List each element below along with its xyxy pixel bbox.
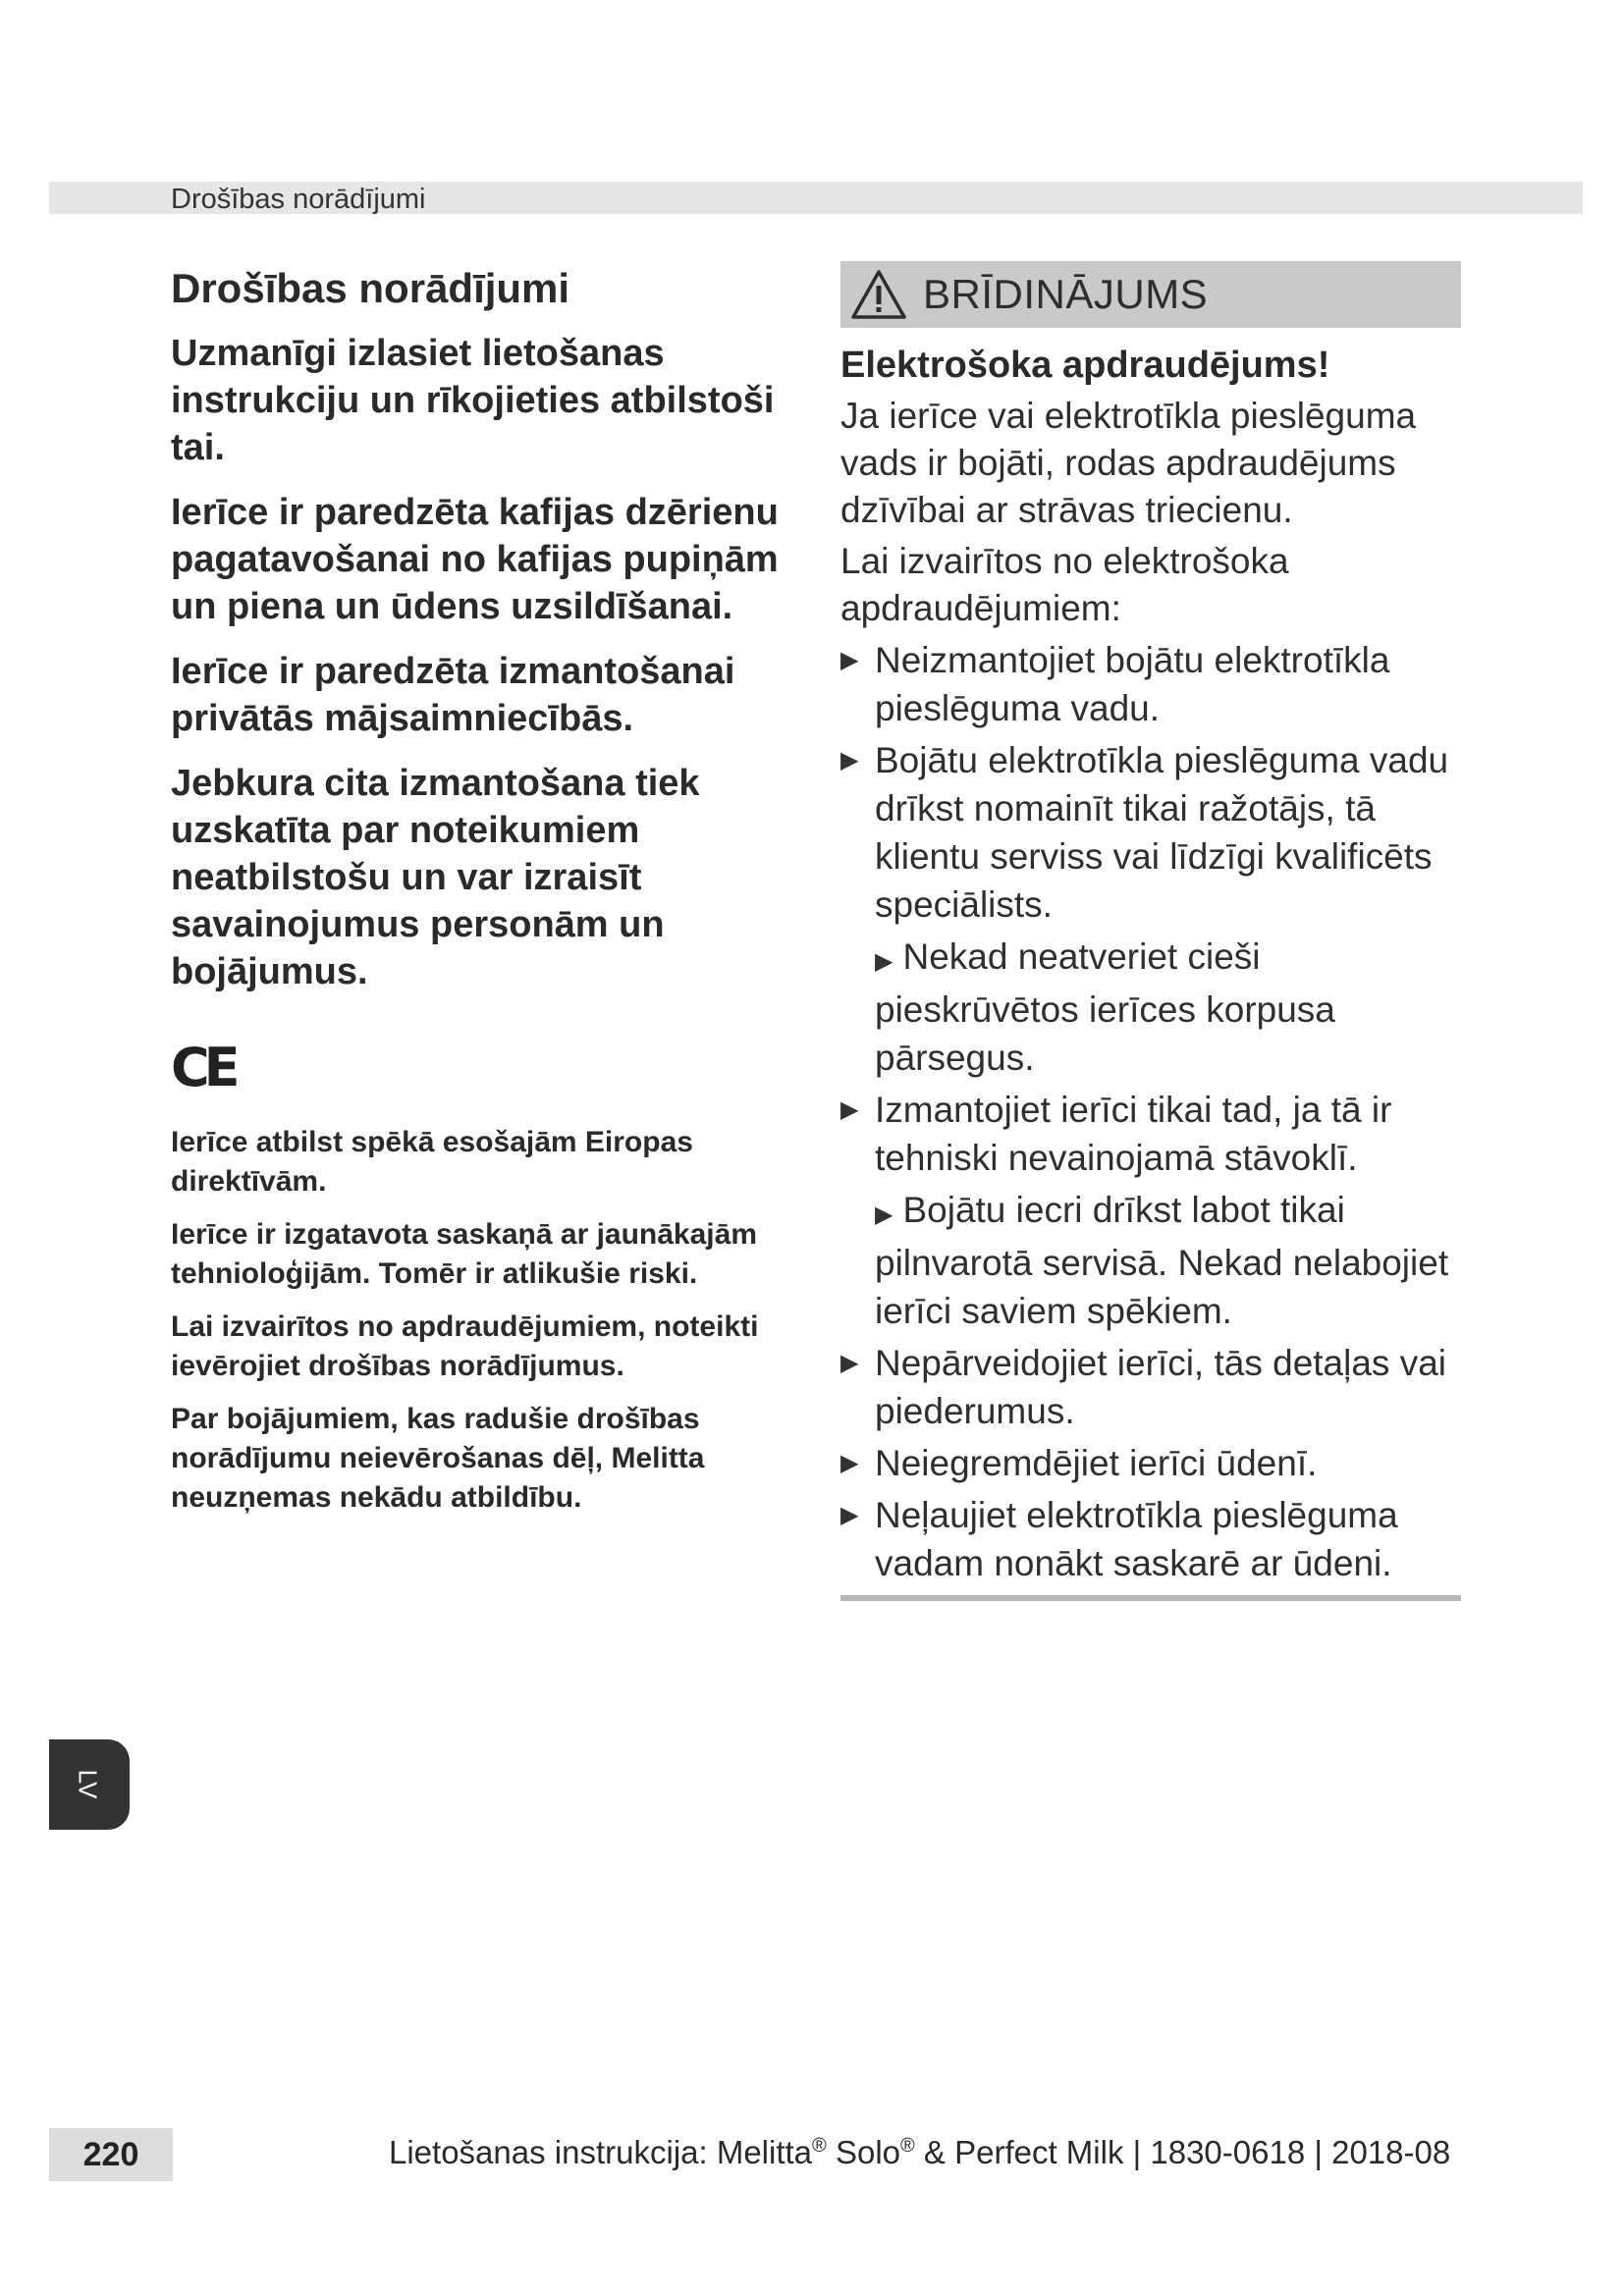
warning-intro-text: Ja ierīce vai elektrotīkla pieslēguma vads ir bojāti, rodas apdraudējums dzīvībai ar strāvas triecienu. <box>840 396 1417 530</box>
compliance-note: Par bojājumiem, kas radušie drošības norādījumu neievērošanas dēļ, Melitta neuzņemas nekādu atbildību. <box>171 1403 705 1514</box>
lead-paragraph: Ierīce ir paredzēta kafijas dzērienu pagatavošanai no kafijas pupiņām un piena un ūdens uzsildīšanai. <box>171 492 779 627</box>
compliance-notes <box>171 1123 799 1518</box>
language-tab-label: LV <box>73 1769 103 1799</box>
compliance-note: Ierīce ir izgatavota saskaņā ar jaunākajām tehnioloģijām. Tomēr ir atlikušie riski. <box>171 1218 757 1290</box>
bullet-arrow-icon: ▶ <box>840 1449 859 1476</box>
bullet-arrow-icon: ▶ <box>840 1095 859 1123</box>
warning-bottom-rule <box>840 1595 1461 1601</box>
bullet-arrow-icon: ▶ <box>840 646 859 673</box>
registered-mark: ® <box>812 2135 827 2157</box>
list-item <box>840 1186 1461 1335</box>
bullet-arrow-icon: ▶ <box>875 1201 893 1228</box>
list-item <box>840 1086 1461 1182</box>
list-item <box>840 933 1461 1082</box>
registered-mark: ® <box>900 2135 915 2157</box>
warning-triangle-icon <box>850 269 907 320</box>
page-title: Drošības norādījumi <box>171 265 570 311</box>
section-title: Drošības norādījumi <box>171 184 426 215</box>
lead-paragraph: Ierīce ir paredzēta izmantošanai privātās mājsaimniecībās. <box>171 651 735 739</box>
page-number: 220 <box>49 2128 173 2181</box>
warning-heading: BRĪDINĀJUMS <box>923 271 1209 317</box>
warning-intro <box>840 393 1461 632</box>
list-item <box>840 636 1461 732</box>
warning-header <box>840 261 1461 328</box>
footer-text <box>389 2134 1465 2171</box>
ce-mark-logo: CE <box>171 1037 235 1098</box>
left-column <box>171 265 799 1531</box>
list-item <box>840 1491 1461 1587</box>
list-item-text: Izmantojiet ierīci tikai tad, ja tā ir tehniski nevainojamā stāvoklī. <box>875 1090 1392 1178</box>
bullet-arrow-icon: ▶ <box>875 947 893 975</box>
list-item-text: Neizmantojiet bojātu elektrotīkla pieslēguma vadu. <box>875 640 1390 728</box>
language-tab <box>49 1739 130 1830</box>
list-item-text: Nepārveidojiet ierīci, tās detaļas vai piederumus. <box>875 1343 1447 1431</box>
list-item <box>840 736 1461 929</box>
bullet-arrow-icon: ▶ <box>840 1349 859 1376</box>
list-item <box>840 1439 1461 1487</box>
header-bar <box>49 182 1583 214</box>
list-item-text: Bojātu elektrotīkla pieslēguma vadu drīkst nomainīt tikai ražotājs, tā klientu serviss vai līdzīgi kvalificēts speciālists. <box>875 740 1449 925</box>
list-item-text: Neļaujiet elektrotīkla pieslēguma vadam nonākt saskarē ar ūdeni. <box>875 1495 1398 1583</box>
lead-paragraphs <box>171 330 799 995</box>
lead-paragraph: Jebkura cita izmantošana tiek uzskatīta par noteikumiem neatbilstošu un var izraisīt savainojumus personām un bojājumus. <box>171 763 700 992</box>
compliance-note: Lai izvairītos no apdraudējumiem, noteikti ievērojiet drošības norādījumus. <box>171 1310 759 1382</box>
footer-prefix: Lietošanas instrukcija: Melitta <box>389 2134 813 2170</box>
warning-box <box>840 261 1461 1601</box>
bullet-arrow-icon: ▶ <box>840 746 859 774</box>
warning-subheading: Elektrošoka apdraudējums! <box>840 345 1330 386</box>
warning-list <box>840 636 1461 1587</box>
compliance-note: Ierīce atbilst spēkā esošajām Eiropas direktīvām. <box>171 1126 693 1198</box>
footer-suffix: & Perfect Milk | 1830-0618 | 2018-08 <box>914 2134 1451 2170</box>
list-item-text: Nekad neatveriet cieši pieskrūvētos ierīces korpusa pārsegus. <box>875 936 1335 1078</box>
list-item-text: Neiegremdējiet ierīci ūdenī. <box>875 1443 1318 1483</box>
list-item <box>840 1339 1461 1435</box>
warning-intro-text: Lai izvairītos no elektrošoka apdraudējumiem: <box>840 541 1289 628</box>
bullet-arrow-icon: ▶ <box>840 1501 859 1528</box>
footer-product: Solo <box>826 2134 900 2170</box>
list-item-text: Bojātu iecri drīkst labot tikai pilnvarotā servisā. Nekad nelabojiet ierīci saviem spēkiem. <box>875 1190 1449 1331</box>
lead-paragraph: Uzmanīgi izlasiet lietošanas instrukciju un rīkojieties atbilstoši tai. <box>171 333 775 468</box>
